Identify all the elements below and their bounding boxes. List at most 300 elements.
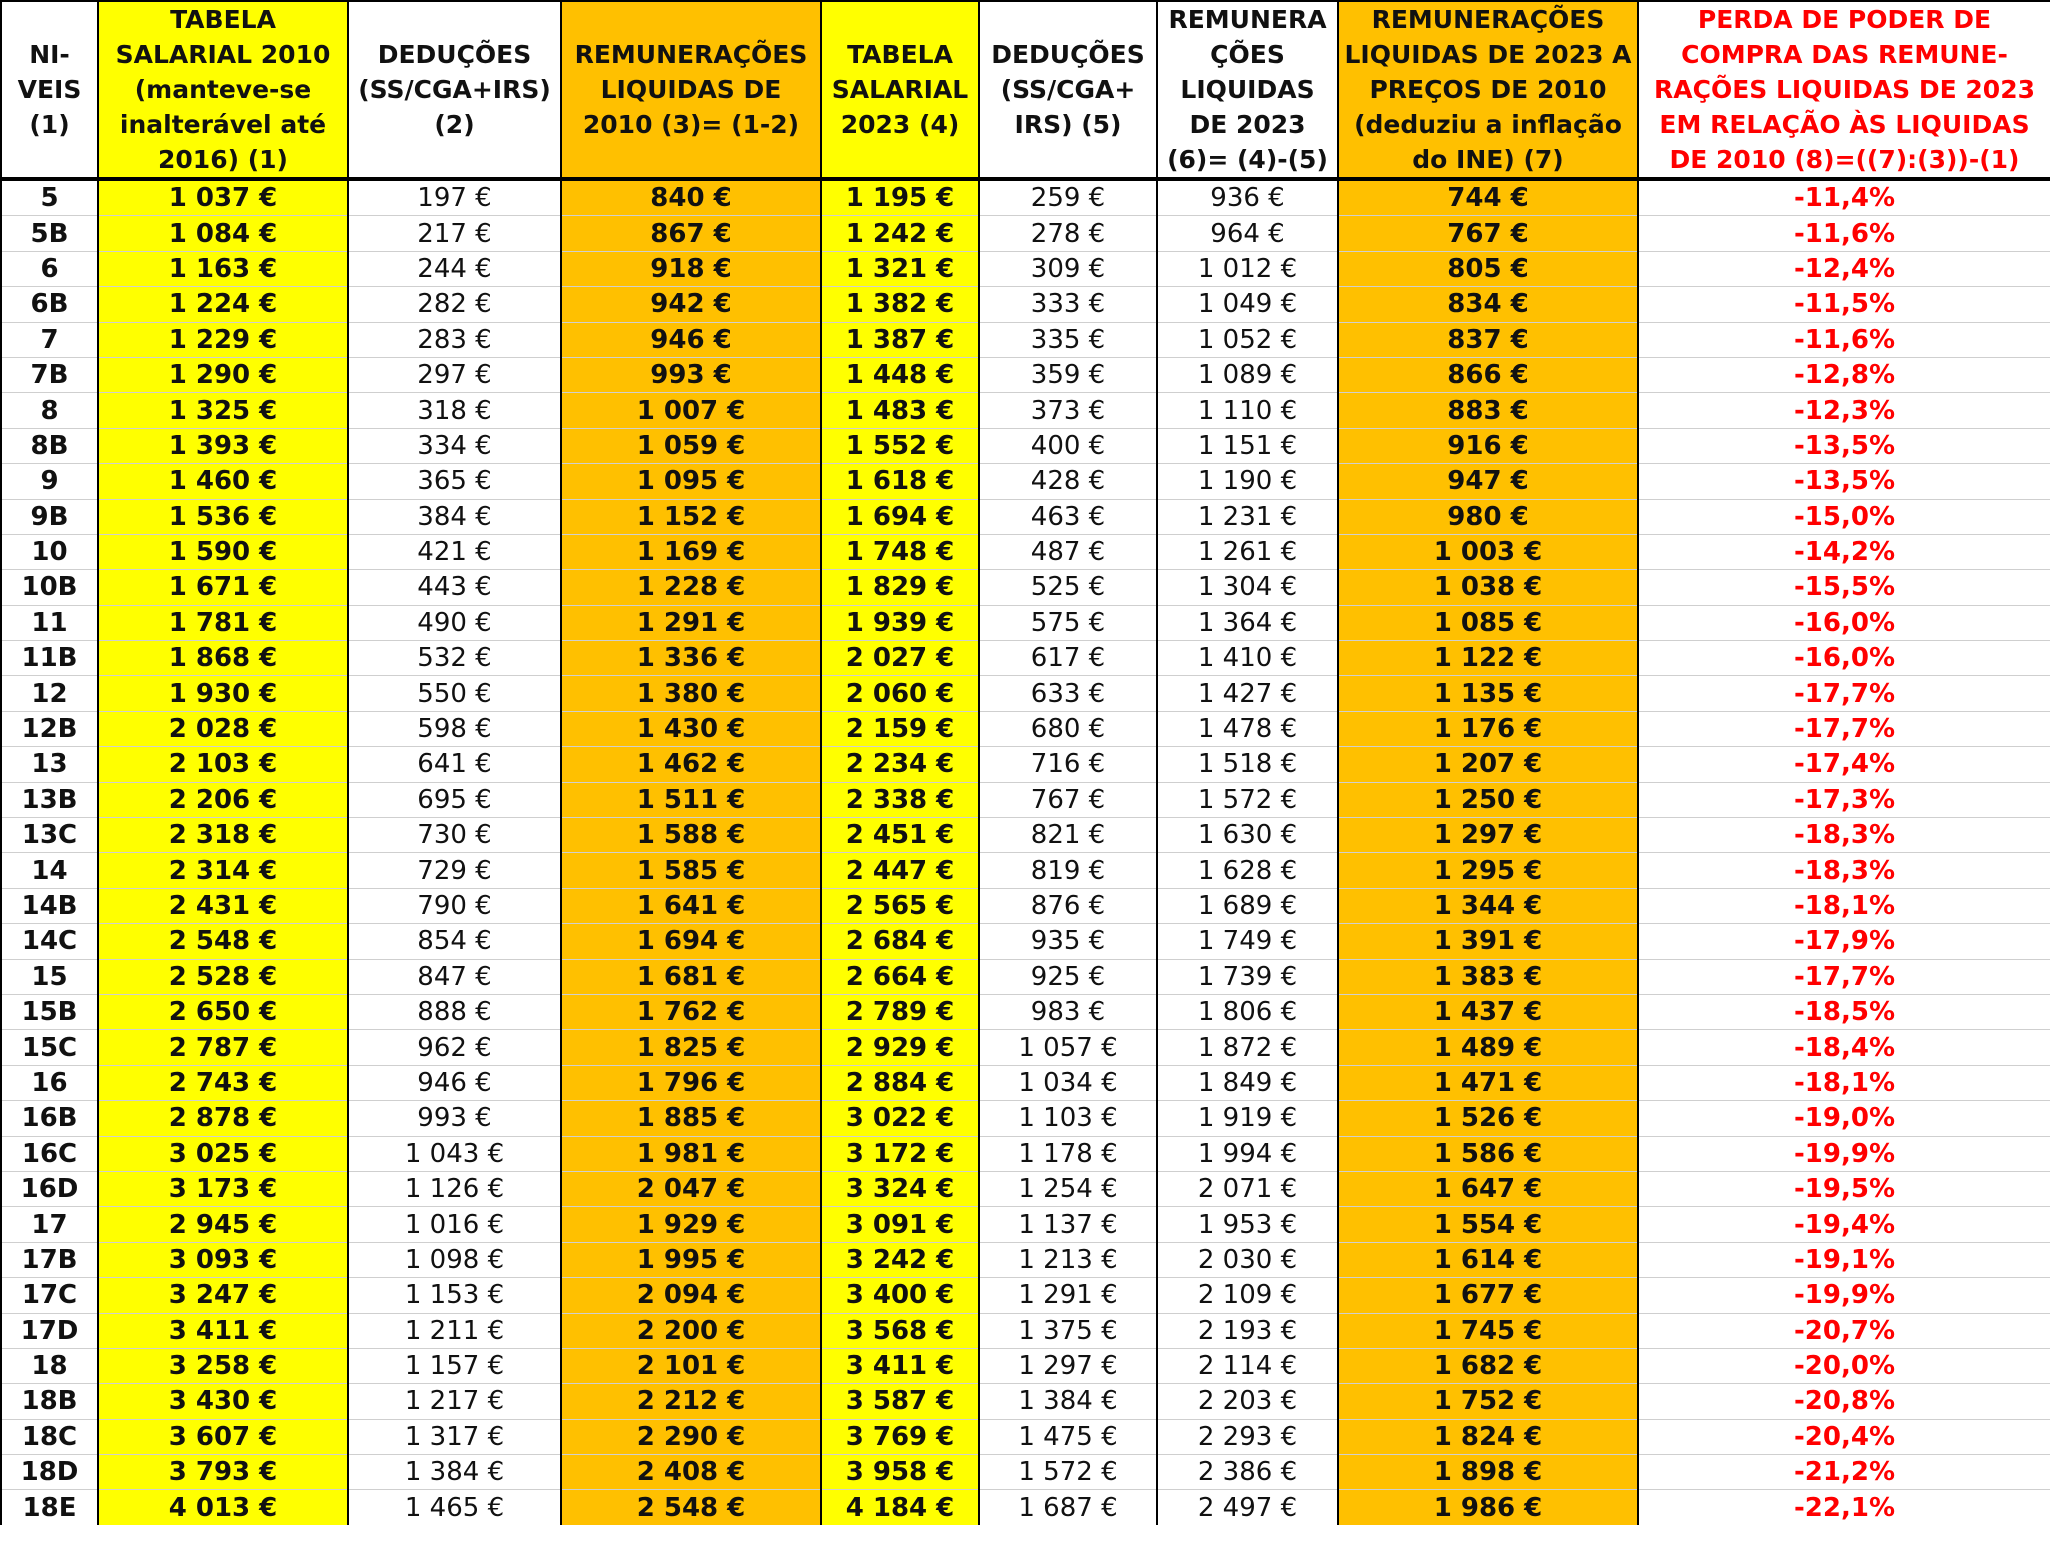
liquido-2010-cell: 2 548 € (561, 1490, 821, 1525)
perda-poder-compra-cell: -12,4% (1638, 251, 2050, 286)
salario-2023-cell: 1 448 € (821, 357, 979, 392)
deducoes-2010-cell: 1 098 € (348, 1242, 561, 1277)
liquido-2023-precos-2010-cell: 1 526 € (1338, 1101, 1638, 1136)
deducoes-2023-cell: 373 € (979, 393, 1157, 428)
table-row (1, 464, 2050, 499)
perda-poder-compra-cell: -17,4% (1638, 747, 2050, 782)
header-niveis: NI- VEIS (1) (1, 1, 98, 179)
salario-2010-cell: 2 743 € (98, 1065, 348, 1100)
perda-poder-compra-cell: -13,5% (1638, 464, 2050, 499)
liquido-2023-cell: 2 114 € (1157, 1348, 1338, 1383)
liquido-2023-cell: 1 953 € (1157, 1207, 1338, 1242)
liquido-2023-cell: 1 364 € (1157, 605, 1338, 640)
header-remuneracoes-liquidas-2023: REMUNERA ÇÕES LIQUIDAS DE 2023 (6)= (4)-(5) (1157, 1, 1338, 179)
perda-poder-compra-cell: -13,5% (1638, 428, 2050, 463)
salario-2023-cell: 2 929 € (821, 1030, 979, 1065)
table-row (1, 1136, 2050, 1171)
deducoes-2023-cell: 335 € (979, 322, 1157, 357)
nivel-cell: 11B (1, 641, 98, 676)
liquido-2023-cell: 1 261 € (1157, 534, 1338, 569)
salario-2010-cell: 3 258 € (98, 1348, 348, 1383)
liquido-2023-precos-2010-cell: 1 437 € (1338, 994, 1638, 1029)
liquido-2010-cell: 2 101 € (561, 1348, 821, 1383)
perda-poder-compra-cell: -19,0% (1638, 1101, 2050, 1136)
table-row (1, 251, 2050, 286)
header-tabela-salarial-2010: TABELA SALARIAL 2010 (manteve-se inalterável até 2016) (1) (98, 1, 348, 179)
table-row (1, 605, 2050, 640)
perda-poder-compra-cell: -11,6% (1638, 216, 2050, 251)
nivel-cell: 17 (1, 1207, 98, 1242)
salario-2010-cell: 1 590 € (98, 534, 348, 569)
table-row (1, 499, 2050, 534)
nivel-cell: 8B (1, 428, 98, 463)
salario-2010-cell: 2 528 € (98, 959, 348, 994)
salario-2023-cell: 2 027 € (821, 641, 979, 676)
deducoes-2023-cell: 575 € (979, 605, 1157, 640)
table-row (1, 1384, 2050, 1419)
deducoes-2023-cell: 1 291 € (979, 1278, 1157, 1313)
perda-poder-compra-cell: -11,6% (1638, 322, 2050, 357)
liquido-2010-cell: 1 825 € (561, 1030, 821, 1065)
deducoes-2023-cell: 983 € (979, 994, 1157, 1029)
liquido-2010-cell: 946 € (561, 322, 821, 357)
nivel-cell: 6B (1, 287, 98, 322)
nivel-cell: 11 (1, 605, 98, 640)
nivel-cell: 8 (1, 393, 98, 428)
salario-2010-cell: 2 945 € (98, 1207, 348, 1242)
liquido-2023-precos-2010-cell: 1 383 € (1338, 959, 1638, 994)
deducoes-2023-cell: 1 034 € (979, 1065, 1157, 1100)
liquido-2023-precos-2010-cell: 1 677 € (1338, 1278, 1638, 1313)
liquido-2010-cell: 1 681 € (561, 959, 821, 994)
table-row (1, 1207, 2050, 1242)
liquido-2023-cell: 2 071 € (1157, 1171, 1338, 1206)
liquido-2010-cell: 2 200 € (561, 1313, 821, 1348)
deducoes-2010-cell: 729 € (348, 853, 561, 888)
perda-poder-compra-cell: -18,3% (1638, 853, 2050, 888)
liquido-2010-cell: 1 762 € (561, 994, 821, 1029)
table-row (1, 711, 2050, 746)
salario-2010-cell: 2 548 € (98, 924, 348, 959)
perda-poder-compra-cell: -20,4% (1638, 1419, 2050, 1454)
salario-2023-cell: 3 022 € (821, 1101, 979, 1136)
deducoes-2010-cell: 854 € (348, 924, 561, 959)
deducoes-2010-cell: 946 € (348, 1065, 561, 1100)
liquido-2010-cell: 1 585 € (561, 853, 821, 888)
liquido-2023-cell: 2 203 € (1157, 1384, 1338, 1419)
nivel-cell: 7 (1, 322, 98, 357)
salario-2023-cell: 1 483 € (821, 393, 979, 428)
table-row (1, 216, 2050, 251)
liquido-2010-cell: 1 336 € (561, 641, 821, 676)
deducoes-2023-cell: 1 572 € (979, 1455, 1157, 1490)
perda-poder-compra-cell: -15,0% (1638, 499, 2050, 534)
nivel-cell: 10 (1, 534, 98, 569)
liquido-2023-precos-2010-cell: 744 € (1338, 179, 1638, 216)
nivel-cell: 17B (1, 1242, 98, 1277)
table-row (1, 959, 2050, 994)
perda-poder-compra-cell: -11,4% (1638, 179, 2050, 216)
salario-2010-cell: 1 460 € (98, 464, 348, 499)
deducoes-2010-cell: 1 043 € (348, 1136, 561, 1171)
table-row (1, 428, 2050, 463)
nivel-cell: 14B (1, 888, 98, 923)
deducoes-2010-cell: 283 € (348, 322, 561, 357)
liquido-2023-cell: 1 572 € (1157, 782, 1338, 817)
salario-2023-cell: 1 939 € (821, 605, 979, 640)
table-row (1, 1171, 2050, 1206)
deducoes-2010-cell: 790 € (348, 888, 561, 923)
table-row (1, 179, 2050, 216)
salario-2010-cell: 3 411 € (98, 1313, 348, 1348)
liquido-2010-cell: 1 291 € (561, 605, 821, 640)
deducoes-2023-cell: 1 475 € (979, 1419, 1157, 1454)
liquido-2010-cell: 2 094 € (561, 1278, 821, 1313)
perda-poder-compra-cell: -18,1% (1638, 1065, 2050, 1100)
deducoes-2023-cell: 309 € (979, 251, 1157, 286)
table-row (1, 641, 2050, 676)
header-perda-poder-compra: PERDA DE PODER DE COMPRA DAS REMUNE- RAÇÕES LIQUIDAS DE 2023 EM RELAÇÃO ÀS LIQUIDAS DE 2010 (8)=((7):(3))-(1) (1638, 1, 2050, 179)
liquido-2023-precos-2010-cell: 1 207 € (1338, 747, 1638, 782)
table-row (1, 393, 2050, 428)
salario-2010-cell: 1 536 € (98, 499, 348, 534)
liquido-2010-cell: 1 152 € (561, 499, 821, 534)
salario-2023-cell: 1 694 € (821, 499, 979, 534)
liquido-2023-cell: 2 109 € (1157, 1278, 1338, 1313)
liquido-2010-cell: 2 290 € (561, 1419, 821, 1454)
perda-poder-compra-cell: -17,7% (1638, 676, 2050, 711)
deducoes-2010-cell: 197 € (348, 179, 561, 216)
deducoes-2010-cell: 334 € (348, 428, 561, 463)
liquido-2023-precos-2010-cell: 1 250 € (1338, 782, 1638, 817)
salario-2023-cell: 2 338 € (821, 782, 979, 817)
salario-2023-cell: 3 958 € (821, 1455, 979, 1490)
salario-2023-cell: 2 451 € (821, 818, 979, 853)
salario-2023-cell: 1 618 € (821, 464, 979, 499)
perda-poder-compra-cell: -17,3% (1638, 782, 2050, 817)
deducoes-2010-cell: 217 € (348, 216, 561, 251)
salario-2010-cell: 2 028 € (98, 711, 348, 746)
table-row (1, 747, 2050, 782)
table-row (1, 322, 2050, 357)
liquido-2023-cell: 2 386 € (1157, 1455, 1338, 1490)
deducoes-2010-cell: 365 € (348, 464, 561, 499)
salario-2010-cell: 3 607 € (98, 1419, 348, 1454)
liquido-2023-precos-2010-cell: 1 824 € (1338, 1419, 1638, 1454)
liquido-2023-precos-2010-cell: 1 038 € (1338, 570, 1638, 605)
salario-2010-cell: 2 206 € (98, 782, 348, 817)
salario-2010-cell: 2 787 € (98, 1030, 348, 1065)
perda-poder-compra-cell: -20,0% (1638, 1348, 2050, 1383)
liquido-2010-cell: 1 462 € (561, 747, 821, 782)
deducoes-2023-cell: 617 € (979, 641, 1157, 676)
salario-2023-cell: 2 060 € (821, 676, 979, 711)
deducoes-2010-cell: 1 217 € (348, 1384, 561, 1419)
salario-2023-cell: 1 195 € (821, 179, 979, 216)
liquido-2023-cell: 1 806 € (1157, 994, 1338, 1029)
liquido-2023-precos-2010-cell: 1 344 € (1338, 888, 1638, 923)
perda-poder-compra-cell: -19,4% (1638, 1207, 2050, 1242)
deducoes-2023-cell: 333 € (979, 287, 1157, 322)
liquido-2023-cell: 1 052 € (1157, 322, 1338, 357)
liquido-2023-precos-2010-cell: 916 € (1338, 428, 1638, 463)
liquido-2023-cell: 1 849 € (1157, 1065, 1338, 1100)
liquido-2023-cell: 1 410 € (1157, 641, 1338, 676)
liquido-2023-cell: 1 110 € (1157, 393, 1338, 428)
nivel-cell: 16D (1, 1171, 98, 1206)
liquido-2023-cell: 1 628 € (1157, 853, 1338, 888)
salario-2010-cell: 3 173 € (98, 1171, 348, 1206)
perda-poder-compra-cell: -19,9% (1638, 1278, 2050, 1313)
table-header (1, 1, 2050, 179)
deducoes-2010-cell: 1 465 € (348, 1490, 561, 1525)
liquido-2023-cell: 1 190 € (1157, 464, 1338, 499)
deducoes-2023-cell: 400 € (979, 428, 1157, 463)
liquido-2023-cell: 1 012 € (1157, 251, 1338, 286)
deducoes-2010-cell: 888 € (348, 994, 561, 1029)
deducoes-2010-cell: 532 € (348, 641, 561, 676)
deducoes-2023-cell: 1 254 € (979, 1171, 1157, 1206)
deducoes-2010-cell: 1 384 € (348, 1455, 561, 1490)
deducoes-2023-cell: 1 375 € (979, 1313, 1157, 1348)
salario-2023-cell: 1 552 € (821, 428, 979, 463)
nivel-cell: 5 (1, 179, 98, 216)
perda-poder-compra-cell: -17,9% (1638, 924, 2050, 959)
salario-2010-cell: 2 103 € (98, 747, 348, 782)
salario-2010-cell: 3 430 € (98, 1384, 348, 1419)
salario-2010-cell: 3 025 € (98, 1136, 348, 1171)
liquido-2023-precos-2010-cell: 947 € (1338, 464, 1638, 499)
liquido-2010-cell: 867 € (561, 216, 821, 251)
deducoes-2023-cell: 463 € (979, 499, 1157, 534)
liquido-2023-cell: 1 427 € (1157, 676, 1338, 711)
liquido-2010-cell: 1 059 € (561, 428, 821, 463)
liquido-2023-cell: 1 630 € (1157, 818, 1338, 853)
liquido-2023-precos-2010-cell: 883 € (1338, 393, 1638, 428)
nivel-cell: 9B (1, 499, 98, 534)
salario-2010-cell: 2 314 € (98, 853, 348, 888)
salario-2010-cell: 2 318 € (98, 818, 348, 853)
table-row (1, 1490, 2050, 1525)
liquido-2023-cell: 1 872 € (1157, 1030, 1338, 1065)
deducoes-2010-cell: 1 157 € (348, 1348, 561, 1383)
nivel-cell: 13B (1, 782, 98, 817)
table-row (1, 1101, 2050, 1136)
deducoes-2010-cell: 318 € (348, 393, 561, 428)
table-body (1, 179, 2050, 1525)
header-liquidas-2023-precos-2010: REMUNERAÇÕES LIQUIDAS DE 2023 A PREÇOS DE 2010 (deduziu a inflação do INE) (7) (1338, 1, 1638, 179)
nivel-cell: 10B (1, 570, 98, 605)
table-row (1, 1242, 2050, 1277)
liquido-2023-cell: 1 689 € (1157, 888, 1338, 923)
liquido-2023-precos-2010-cell: 1 586 € (1338, 1136, 1638, 1171)
deducoes-2023-cell: 819 € (979, 853, 1157, 888)
liquido-2023-cell: 964 € (1157, 216, 1338, 251)
liquido-2010-cell: 1 380 € (561, 676, 821, 711)
nivel-cell: 12 (1, 676, 98, 711)
salario-2023-cell: 2 234 € (821, 747, 979, 782)
liquido-2023-precos-2010-cell: 1 614 € (1338, 1242, 1638, 1277)
deducoes-2010-cell: 993 € (348, 1101, 561, 1136)
salario-2023-cell: 1 829 € (821, 570, 979, 605)
deducoes-2023-cell: 716 € (979, 747, 1157, 782)
perda-poder-compra-cell: -20,8% (1638, 1384, 2050, 1419)
perda-poder-compra-cell: -20,7% (1638, 1313, 2050, 1348)
table-row (1, 818, 2050, 853)
deducoes-2010-cell: 1 211 € (348, 1313, 561, 1348)
table-row (1, 782, 2050, 817)
salario-2023-cell: 2 447 € (821, 853, 979, 888)
salario-2010-cell: 1 325 € (98, 393, 348, 428)
salario-2010-cell: 3 247 € (98, 1278, 348, 1313)
salario-2010-cell: 1 671 € (98, 570, 348, 605)
liquido-2023-cell: 1 151 € (1157, 428, 1338, 463)
salario-2023-cell: 1 321 € (821, 251, 979, 286)
table-row (1, 1455, 2050, 1490)
perda-poder-compra-cell: -18,3% (1638, 818, 2050, 853)
liquido-2010-cell: 1 007 € (561, 393, 821, 428)
nivel-cell: 5B (1, 216, 98, 251)
perda-poder-compra-cell: -19,1% (1638, 1242, 2050, 1277)
salario-2023-cell: 2 684 € (821, 924, 979, 959)
perda-poder-compra-cell: -18,1% (1638, 888, 2050, 923)
table-row (1, 1030, 2050, 1065)
header-row (1, 1, 2050, 179)
salario-2010-cell: 1 781 € (98, 605, 348, 640)
salario-2010-cell: 1 290 € (98, 357, 348, 392)
salario-2010-cell: 1 163 € (98, 251, 348, 286)
nivel-cell: 12B (1, 711, 98, 746)
table-row (1, 287, 2050, 322)
nivel-cell: 7B (1, 357, 98, 392)
salario-2010-cell: 2 431 € (98, 888, 348, 923)
table-row (1, 1313, 2050, 1348)
deducoes-2010-cell: 282 € (348, 287, 561, 322)
deducoes-2010-cell: 490 € (348, 605, 561, 640)
perda-poder-compra-cell: -11,5% (1638, 287, 2050, 322)
liquido-2023-cell: 1 919 € (1157, 1101, 1338, 1136)
liquido-2023-cell: 2 193 € (1157, 1313, 1338, 1348)
perda-poder-compra-cell: -12,8% (1638, 357, 2050, 392)
liquido-2023-precos-2010-cell: 1 554 € (1338, 1207, 1638, 1242)
nivel-cell: 16C (1, 1136, 98, 1171)
perda-poder-compra-cell: -14,2% (1638, 534, 2050, 569)
table-row (1, 1065, 2050, 1100)
nivel-cell: 18B (1, 1384, 98, 1419)
salario-2010-cell: 1 084 € (98, 216, 348, 251)
liquido-2023-cell: 1 231 € (1157, 499, 1338, 534)
deducoes-2023-cell: 680 € (979, 711, 1157, 746)
liquido-2023-precos-2010-cell: 1 682 € (1338, 1348, 1638, 1383)
perda-poder-compra-cell: -16,0% (1638, 641, 2050, 676)
salario-2010-cell: 3 793 € (98, 1455, 348, 1490)
salario-2010-cell: 1 868 € (98, 641, 348, 676)
liquido-2023-cell: 1 049 € (1157, 287, 1338, 322)
salario-2010-cell: 1 393 € (98, 428, 348, 463)
deducoes-2023-cell: 935 € (979, 924, 1157, 959)
liquido-2023-precos-2010-cell: 1 647 € (1338, 1171, 1638, 1206)
liquido-2010-cell: 993 € (561, 357, 821, 392)
liquido-2023-precos-2010-cell: 1 297 € (1338, 818, 1638, 853)
perda-poder-compra-cell: -22,1% (1638, 1490, 2050, 1525)
nivel-cell: 18E (1, 1490, 98, 1525)
liquido-2010-cell: 1 430 € (561, 711, 821, 746)
table-row (1, 676, 2050, 711)
salario-2010-cell: 1 037 € (98, 179, 348, 216)
salario-2023-cell: 1 748 € (821, 534, 979, 569)
liquido-2023-cell: 1 478 € (1157, 711, 1338, 746)
salario-2023-cell: 3 400 € (821, 1278, 979, 1313)
nivel-cell: 6 (1, 251, 98, 286)
nivel-cell: 15 (1, 959, 98, 994)
salario-2023-cell: 1 387 € (821, 322, 979, 357)
deducoes-2023-cell: 1 687 € (979, 1490, 1157, 1525)
liquido-2023-precos-2010-cell: 1 176 € (1338, 711, 1638, 746)
salario-2010-cell: 1 229 € (98, 322, 348, 357)
deducoes-2023-cell: 767 € (979, 782, 1157, 817)
liquido-2010-cell: 1 095 € (561, 464, 821, 499)
salario-2010-cell: 1 224 € (98, 287, 348, 322)
salario-2010-cell: 2 878 € (98, 1101, 348, 1136)
deducoes-2010-cell: 1 016 € (348, 1207, 561, 1242)
liquido-2010-cell: 1 641 € (561, 888, 821, 923)
deducoes-2010-cell: 1 153 € (348, 1278, 561, 1313)
deducoes-2010-cell: 1 126 € (348, 1171, 561, 1206)
perda-poder-compra-cell: -12,3% (1638, 393, 2050, 428)
liquido-2023-precos-2010-cell: 1 898 € (1338, 1455, 1638, 1490)
salario-2023-cell: 3 172 € (821, 1136, 979, 1171)
table-row (1, 853, 2050, 888)
deducoes-2010-cell: 641 € (348, 747, 561, 782)
nivel-cell: 14C (1, 924, 98, 959)
liquido-2010-cell: 942 € (561, 287, 821, 322)
liquido-2023-precos-2010-cell: 980 € (1338, 499, 1638, 534)
table-row (1, 888, 2050, 923)
liquido-2023-precos-2010-cell: 767 € (1338, 216, 1638, 251)
salario-2010-cell: 2 650 € (98, 994, 348, 1029)
deducoes-2023-cell: 821 € (979, 818, 1157, 853)
table-row (1, 1419, 2050, 1454)
nivel-cell: 17D (1, 1313, 98, 1348)
liquido-2010-cell: 2 047 € (561, 1171, 821, 1206)
nivel-cell: 17C (1, 1278, 98, 1313)
deducoes-2010-cell: 550 € (348, 676, 561, 711)
deducoes-2023-cell: 1 297 € (979, 1348, 1157, 1383)
liquido-2023-precos-2010-cell: 1 085 € (1338, 605, 1638, 640)
liquido-2023-cell: 2 497 € (1157, 1490, 1338, 1525)
liquido-2010-cell: 1 885 € (561, 1101, 821, 1136)
nivel-cell: 18 (1, 1348, 98, 1383)
perda-poder-compra-cell: -17,7% (1638, 711, 2050, 746)
salario-2023-cell: 3 324 € (821, 1171, 979, 1206)
liquido-2023-precos-2010-cell: 1 745 € (1338, 1313, 1638, 1348)
deducoes-2010-cell: 384 € (348, 499, 561, 534)
liquido-2010-cell: 1 995 € (561, 1242, 821, 1277)
deducoes-2010-cell: 847 € (348, 959, 561, 994)
liquido-2010-cell: 918 € (561, 251, 821, 286)
table-row (1, 994, 2050, 1029)
nivel-cell: 9 (1, 464, 98, 499)
salario-2023-cell: 3 568 € (821, 1313, 979, 1348)
salario-2023-cell: 1 242 € (821, 216, 979, 251)
deducoes-2023-cell: 1 057 € (979, 1030, 1157, 1065)
header-remuneracoes-liquidas-2010: REMUNERAÇÕES LIQUIDAS DE 2010 (3)= (1-2) (561, 1, 821, 179)
liquido-2023-precos-2010-cell: 866 € (1338, 357, 1638, 392)
salario-2023-cell: 3 242 € (821, 1242, 979, 1277)
liquido-2023-cell: 936 € (1157, 179, 1338, 216)
deducoes-2010-cell: 443 € (348, 570, 561, 605)
table-row (1, 534, 2050, 569)
